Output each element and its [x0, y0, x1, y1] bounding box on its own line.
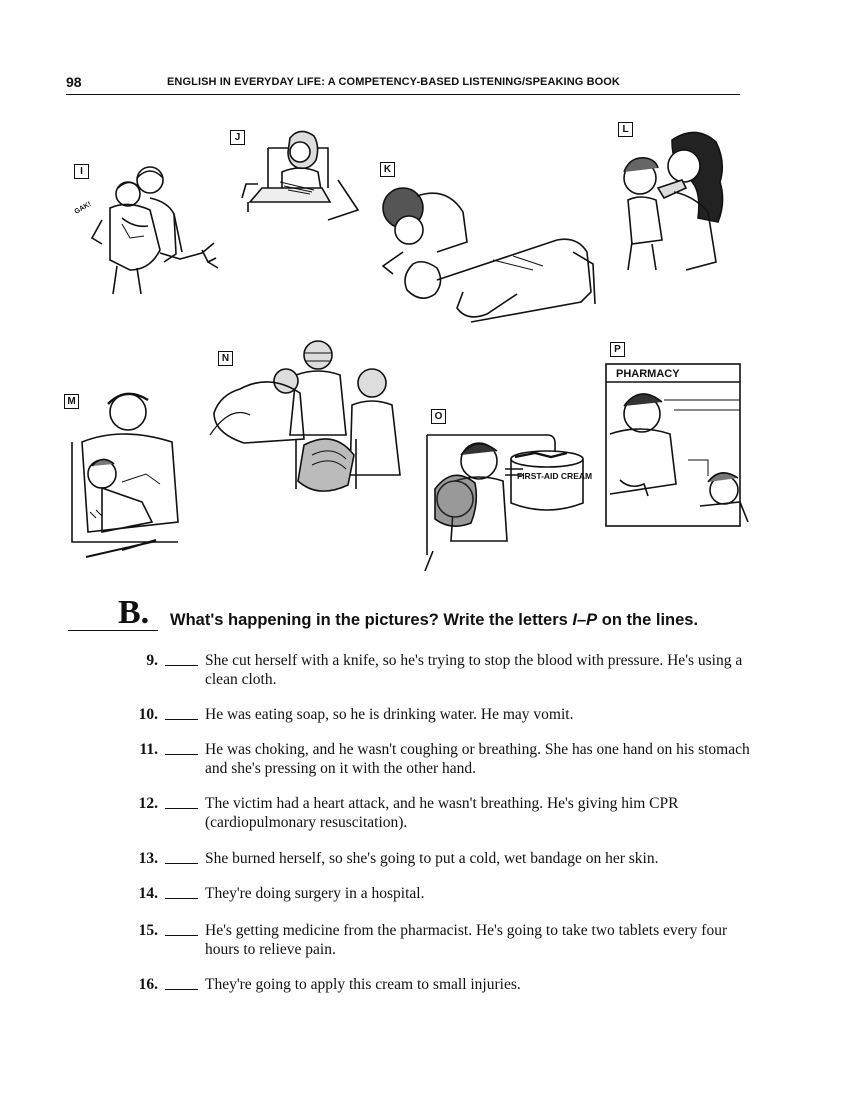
- speech-text: GAK!: [73, 200, 93, 216]
- item-number: 9.: [146, 652, 158, 669]
- pharmacy-sign: PHARMACY: [616, 368, 680, 380]
- answer-blank[interactable]: [165, 719, 198, 720]
- item-text: He was choking, and he wasn't coughing or breathing. She has one hand on his stomach and she's pressing on it with the other hand.: [205, 741, 750, 777]
- instruction-post: on the lines.: [597, 611, 699, 629]
- answer-blank[interactable]: [165, 935, 198, 936]
- cut-bleeding-icon: [62, 382, 187, 567]
- item-text: The victim had a heart attack, and he wasn't breathing. He's giving him CPR (cardiopulmonary resuscitation).: [205, 795, 679, 831]
- illustration-m: [62, 382, 187, 567]
- illustration-i: [62, 158, 232, 298]
- answer-blank[interactable]: [165, 898, 198, 899]
- label-j: J: [230, 130, 245, 145]
- cpr-icon: [373, 160, 605, 340]
- item-text: She cut herself with a knife, so he's trying to stop the blood with pressure. He's using a clean cloth.: [205, 652, 743, 688]
- item-number: 13.: [138, 850, 158, 867]
- label-o: O: [431, 409, 446, 424]
- label-l: L: [618, 122, 633, 137]
- page-header: [66, 72, 740, 95]
- label-m: M: [64, 394, 79, 409]
- answer-blank[interactable]: [165, 863, 198, 864]
- label-k: K: [380, 162, 395, 177]
- item-number: 16.: [138, 976, 158, 993]
- answer-blank[interactable]: [165, 989, 198, 990]
- item-number: 10.: [138, 706, 158, 723]
- answer-blank[interactable]: [165, 665, 198, 666]
- item-number: 12.: [138, 795, 158, 812]
- choking-heimlich-icon: [62, 158, 232, 298]
- first-aid-cream-icon: [405, 405, 593, 575]
- item-number: 15.: [138, 922, 158, 939]
- pharmacy-icon: [604, 340, 749, 530]
- jar-label-text: FIRST-AID CREAM: [517, 471, 593, 481]
- page-number: 98: [66, 74, 82, 90]
- item-text: They're doing surgery in a hospital.: [205, 885, 425, 902]
- instruction-range: I–P: [572, 611, 598, 629]
- burned-arm-icon: [228, 128, 373, 228]
- illustration-p: [604, 340, 749, 530]
- label-i: I: [74, 164, 89, 179]
- illustration-k: [373, 160, 605, 340]
- item-text: She burned herself, so she's going to put a cold, wet bandage on her skin.: [205, 850, 659, 867]
- section-letter: B.: [118, 594, 150, 631]
- illustration-n: [200, 335, 410, 505]
- item-text: They're going to apply this cream to small injuries.: [205, 976, 521, 993]
- label-p: P: [610, 342, 625, 357]
- item-text: He's getting medicine from the pharmacist. He's going to take two tablets every four hours to relieve pain.: [205, 922, 728, 958]
- answer-blank[interactable]: [165, 754, 198, 755]
- item-number: 14.: [138, 885, 158, 902]
- drinking-water-icon: [612, 120, 730, 275]
- item-text: He was eating soap, so he is drinking water. He may vomit.: [205, 706, 574, 723]
- item-number: 11.: [139, 741, 158, 758]
- answer-blank[interactable]: [165, 808, 198, 809]
- illustration-j: [228, 128, 373, 228]
- book-title: ENGLISH IN EVERYDAY LIFE: A COMPETENCY-BASED LISTENING/SPEAKING BOOK: [167, 76, 620, 88]
- illustration-l: [612, 120, 730, 275]
- illustration-o: [405, 405, 593, 575]
- instruction-pre: What's happening in the pictures? Write the letters: [170, 611, 573, 629]
- section-instruction: [170, 611, 698, 630]
- label-n: N: [218, 351, 233, 366]
